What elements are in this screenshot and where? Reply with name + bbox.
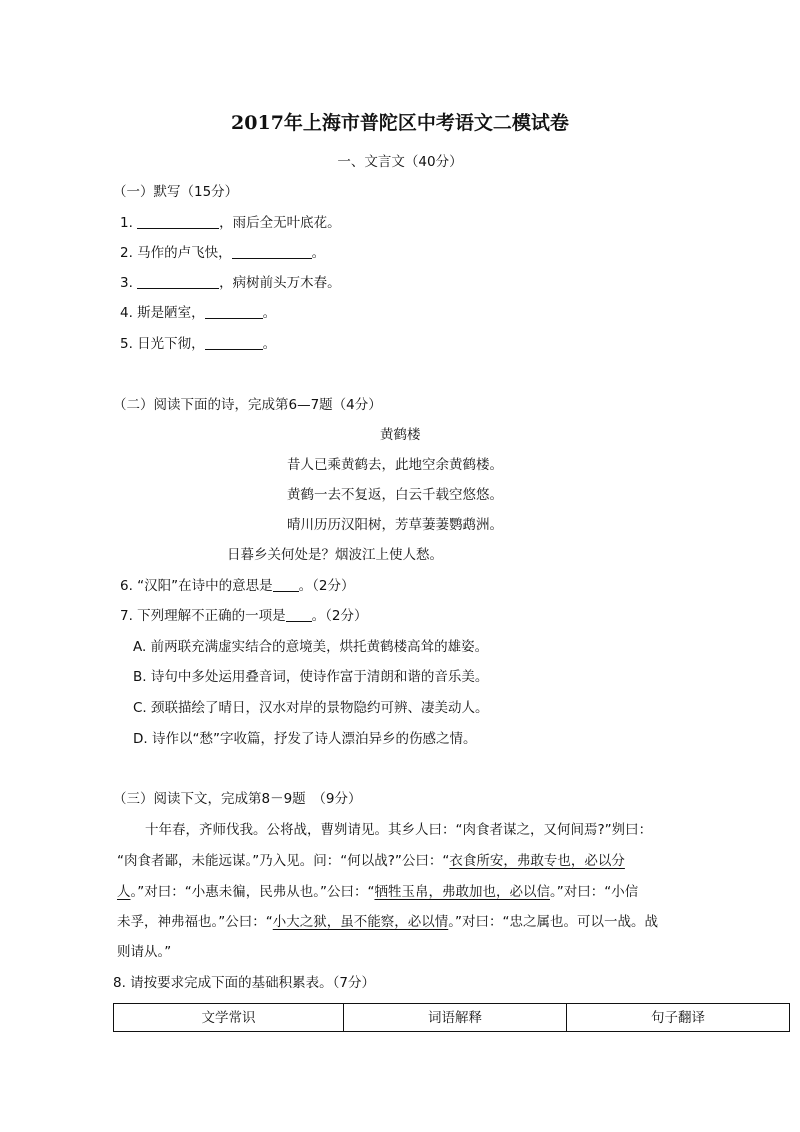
- table-header-vocabulary: 词语解释: [344, 1004, 567, 1032]
- section-heading: 一、文言文（40分）: [337, 154, 463, 170]
- dictation-item-1: 1. ，雨后全无叶底花。: [120, 215, 341, 231]
- part2-heading: （二）阅读下面的诗，完成第6—7题（4分）: [113, 397, 382, 413]
- question-8: 8. 请按要求完成下面的基础积累表。（7分）: [113, 975, 376, 991]
- table-header-translation: 句子翻译: [567, 1004, 790, 1032]
- table-header-literature: 文学常识: [114, 1004, 344, 1032]
- question-6: 6. “汉阳”在诗中的意思是 。（2分）: [120, 578, 355, 594]
- underlined-sentence: 衣食所安，弗敢专也，必以分: [449, 853, 625, 869]
- underlined-sentence: 牺牲玉帛，弗敢加也，必以信: [374, 884, 550, 900]
- dictation-item-3: 3. ，病树前头万木春。: [120, 275, 341, 291]
- answer-blank[interactable]: [273, 577, 299, 592]
- option-b: B. 诗句中多处运用叠音词，使诗作富于清朗和谐的音乐美。: [133, 669, 489, 685]
- dictation-item-2: 2. 马作的卢飞快， 。: [120, 245, 326, 261]
- knowledge-table: [113, 1003, 790, 1032]
- underlined-sentence: 人: [117, 884, 131, 900]
- part3-heading: （三）阅读下文，完成第8－9题 （9分）: [113, 791, 362, 807]
- poem-line: 昔人已乘黄鹤去，此地空余黄鹤楼。: [287, 457, 503, 473]
- dictation-item-5: 5. 日光下彻， 。: [120, 336, 277, 352]
- underlined-sentence: 小大之狱，虽不能察，必以情: [272, 914, 449, 930]
- answer-blank[interactable]: [286, 607, 312, 622]
- passage-line: 人。”对曰：“小惠未徧，民弗从也。”公曰：“牺牲玉帛，弗敢加也，必以信。”对曰：“小信: [117, 884, 639, 900]
- page-title: 2017年上海市普陀区中考语文二模试卷: [231, 112, 569, 134]
- answer-blank[interactable]: [137, 214, 219, 229]
- passage-line: 十年春，齐师伐我。公将战，曹刿请见。其乡人曰：“肉食者谋之，又何间焉?”刿曰：: [145, 822, 653, 838]
- dictation-item-4: 4. 斯是陋室， 。: [120, 305, 277, 321]
- passage-line: “肉食者鄙，未能远谋。”乃入见。问：“何以战?”公曰：“衣食所安，弗敢专也，必以分: [117, 853, 625, 869]
- passage-line: 未孚，神弗福也。”公曰：“小大之狱，虽不能察，必以情。”对曰：“忠之属也。可以一战。战: [117, 914, 658, 930]
- answer-blank[interactable]: [205, 304, 263, 319]
- poem-title: 黄鹤楼: [380, 427, 421, 443]
- option-c: C. 颈联描绘了晴日，汉水对岸的景物隐约可辨、凄美动人。: [133, 700, 489, 716]
- option-d: D. 诗作以“愁”字收篇，抒发了诗人漂泊异乡的伤感之情。: [133, 731, 477, 747]
- answer-blank[interactable]: [232, 244, 312, 259]
- answer-blank[interactable]: [137, 274, 219, 289]
- passage-line: 则请从。”: [117, 944, 172, 960]
- poem-line: 日暮乡关何处是？烟波江上使人愁。: [227, 547, 443, 563]
- poem-line: 晴川历历汉阳树，芳草萋萋鹦鹉洲。: [287, 517, 503, 533]
- part1-heading: （一）默写（15分）: [113, 184, 239, 200]
- answer-blank[interactable]: [205, 335, 263, 350]
- option-a: A. 前两联充满虚实结合的意境美，烘托黄鹤楼高耸的雄姿。: [133, 639, 489, 655]
- question-7: 7. 下列理解不正确的一项是 。（2分）: [120, 608, 368, 624]
- poem-line: 黄鹤一去不复返，白云千载空悠悠。: [287, 487, 503, 503]
